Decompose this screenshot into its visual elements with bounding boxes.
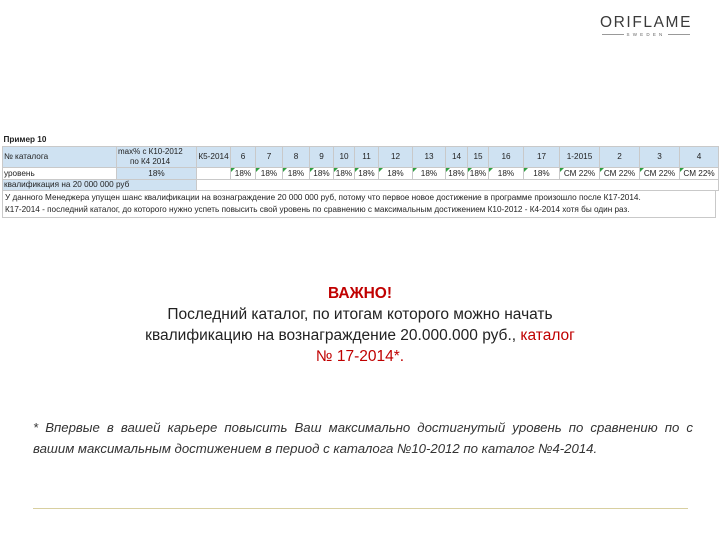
green-marker-icon [560, 168, 564, 172]
level-cell: 18% [446, 168, 468, 180]
level-cell: 18% [256, 168, 283, 180]
example-table [2, 134, 718, 218]
table-note-line2: К17-2014 - последний каталог, до которого нужно успеть повысить свой уровень по сравнению с максимальным достижением К10-2012 - К4-2014 хотя бы один раз. [5, 205, 630, 214]
level-cell: 18% [355, 168, 379, 180]
important-line2-text: квалификацию на вознаграждение 20.000.000 руб., [145, 327, 517, 344]
footnote: * Впервые в вашей карьере повысить Ваш максимально достигнутый уровень по сравнению по с вашим максимальным достижением в период с каталога №10-2012 по каталог №4-2014. [33, 420, 693, 456]
bottom-divider [33, 508, 688, 509]
catalog-cell: 8 [283, 147, 310, 168]
max-period-line2: по К4 2014 [130, 157, 171, 166]
level-cell: 18% [379, 168, 413, 180]
logo-rule-left [602, 34, 624, 35]
qualification-row [3, 180, 719, 191]
level-cell: 18% [524, 168, 560, 180]
catalog-cell: 15 [468, 147, 489, 168]
catalog-cell: 16 [489, 147, 524, 168]
green-marker-icon [256, 168, 260, 172]
level-cell: 18% [334, 168, 355, 180]
catalog-number-row [3, 147, 719, 168]
catalog-cell: 10 [334, 147, 355, 168]
green-marker-icon [446, 168, 450, 172]
important-line2 [60, 325, 660, 346]
catalog-cell: 7 [256, 147, 283, 168]
important-block [60, 283, 660, 367]
level-label: уровень [3, 168, 117, 180]
level-cell: 18% [489, 168, 524, 180]
max-period-cell [117, 147, 197, 168]
green-marker-icon [334, 168, 338, 172]
catalog-number-label: № каталога [3, 147, 117, 168]
level-cell: СМ 22% [600, 168, 640, 180]
level-cell: 18% [283, 168, 310, 180]
qualification-label: квалификация на 20 000 000 руб [3, 180, 197, 191]
table-title: Пример 10 [3, 135, 47, 144]
green-marker-icon [600, 168, 604, 172]
catalog-cell: 2 [600, 147, 640, 168]
level-cell: СМ 22% [680, 168, 719, 180]
green-marker-icon [489, 168, 493, 172]
green-marker-icon [640, 168, 644, 172]
logo-rule-right [668, 34, 690, 35]
table-note-line1: У данного Менеджера упущен шанс квалификации на вознаграждение 20 000 000 руб, потому что первое новое достижение в программе произошло после К17-2014. [5, 193, 641, 202]
catalog-cell: 17 [524, 147, 560, 168]
level-row [3, 168, 719, 180]
important-line3: № 17-2014*. [315, 348, 405, 365]
catalog-cell: 3 [640, 147, 680, 168]
logo-wordmark: ORIFLAME [599, 14, 693, 31]
level-cell: 18% [231, 168, 256, 180]
green-marker-icon [283, 168, 287, 172]
catalog-cell: 14 [446, 147, 468, 168]
catalog-cell: 12 [379, 147, 413, 168]
max-period-line1: max% с К10-2012 [118, 147, 183, 156]
level-cell: 18% [310, 168, 334, 180]
logo-subtext: SWEDEN [626, 32, 666, 37]
catalog-cell: 13 [413, 147, 446, 168]
catalog-cell: 4 [680, 147, 719, 168]
logo-subline [590, 32, 702, 37]
green-marker-icon [379, 168, 383, 172]
catalog-cell: К5-2014 [197, 147, 231, 168]
oriflame-logo [590, 14, 702, 37]
catalog-cell: 9 [310, 147, 334, 168]
catalog-cell: 1-2015 [560, 147, 600, 168]
level-cell: 18% [413, 168, 446, 180]
green-marker-icon [524, 168, 528, 172]
level-cell: СМ 22% [640, 168, 680, 180]
important-line1: Последний каталог, по итогам которого можно начать [167, 306, 553, 323]
important-title: ВАЖНО! [327, 285, 393, 302]
qualification-empty [197, 180, 719, 191]
level-cell: 18% [468, 168, 489, 180]
catalog-cell: 6 [231, 147, 256, 168]
level-max-cell: 18% [117, 168, 197, 180]
level-cell [197, 168, 231, 180]
catalog-table [2, 134, 719, 191]
green-marker-icon [355, 168, 359, 172]
important-line2-highlight: каталог [520, 327, 575, 344]
green-marker-icon [231, 168, 235, 172]
table-note [2, 191, 716, 218]
green-marker-icon [413, 168, 417, 172]
green-marker-icon [680, 168, 684, 172]
green-marker-icon [310, 168, 314, 172]
level-cell: СМ 22% [560, 168, 600, 180]
green-marker-icon [468, 168, 472, 172]
catalog-cell: 11 [355, 147, 379, 168]
table-title-row [3, 134, 719, 147]
